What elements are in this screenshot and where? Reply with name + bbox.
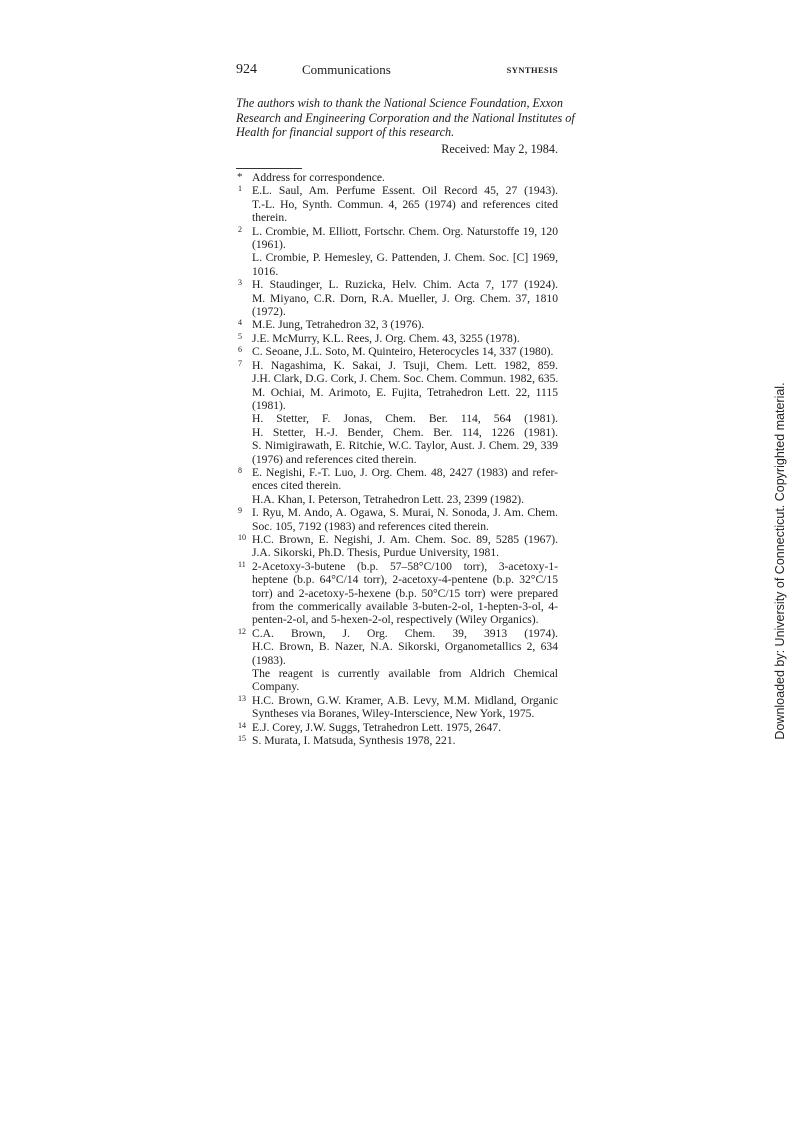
reference-item — [236, 318, 558, 331]
reference-line: (1976) and references cited therein. — [252, 452, 417, 466]
reference-number: 15 — [238, 734, 246, 744]
acknowledgment-line: The authors wish to thank the National Science Foundation, Exxon — [236, 96, 563, 110]
reference-number: 5 — [238, 331, 242, 341]
reference-number: 11 — [238, 559, 246, 569]
reference-line: H.C. Brown, G.W. Kramer, A.B. Levy, M.M. Midland, Organic — [252, 693, 558, 707]
reference-line: E.J. Corey, J.W. Suggs, Tetrahedron Lett. 1975, 2647. — [252, 720, 501, 734]
reference-line: H. Stetter, F. Jonas, Chem. Ber. 114, 564 (1981). — [252, 412, 558, 426]
journal-name: SYNTHESIS — [506, 65, 558, 75]
reference-line: L. Crombie, P. Hemesley, G. Pattenden, J. Chem. Soc. [C] 1969, — [252, 251, 558, 265]
reference-item — [236, 278, 558, 318]
reference-item — [236, 533, 558, 560]
reference-item — [236, 694, 558, 721]
reference-line: torr) and 2-acetoxy-5-hexene (b.p. 50°C/15 torr) were prepared — [252, 586, 558, 600]
download-notice: Downloaded by: University of Connecticut. Copyrighted material. — [773, 382, 787, 740]
reference-item — [236, 466, 558, 506]
reference-number: 6 — [238, 345, 242, 355]
reference-number: 3 — [238, 278, 242, 288]
page-number: 924 — [236, 62, 257, 77]
reference-line: I. Ryu, M. Ando, A. Ogawa, S. Murai, N. Sonoda, J. Am. Chem. — [252, 506, 558, 520]
reference-number: 14 — [238, 720, 246, 730]
reference-line: Company. — [252, 680, 300, 694]
reference-line: E.L. Saul, Am. Perfume Essent. Oil Record 45, 27 (1943). — [252, 184, 558, 198]
running-header — [236, 62, 558, 82]
acknowledgment — [236, 96, 575, 140]
reference-line: 2-Acetoxy-3-butene (b.p. 57–58°C/100 torr), 3-acetoxy-1- — [252, 559, 558, 573]
reference-number: 10 — [238, 532, 246, 542]
reference-line: C. Seoane, J.L. Soto, M. Quinteiro, Heterocycles 14, 337 (1980). — [252, 345, 554, 359]
reference-line: S. Nimigirawath, E. Ritchie, W.C. Taylor, Aust. J. Chem. 29, 339 — [252, 439, 558, 453]
reference-line: H.C. Brown, B. Nazer, N.A. Sikorski, Organometallics 2, 634 — [252, 640, 558, 654]
reference-line: 1016. — [252, 264, 279, 278]
reference-item — [236, 734, 558, 747]
reference-number: 1 — [238, 184, 242, 194]
reference-number: 12 — [238, 626, 246, 636]
reference-line: S. Murata, I. Matsuda, Synthesis 1978, 221. — [252, 734, 456, 748]
reference-item — [236, 560, 558, 627]
reference-number: 2 — [238, 224, 242, 234]
reference-number: 8 — [238, 465, 242, 475]
reference-number: 7 — [238, 358, 242, 368]
section-title: Communications — [302, 62, 391, 77]
reference-item — [236, 506, 558, 533]
reference-line: Address for correspondence. — [252, 171, 385, 184]
reference-line: ences cited therein. — [252, 479, 342, 493]
reference-line: M. Ochiai, M. Arimoto, E. Fujita, Tetrahedron Lett. 22, 1115 — [252, 385, 558, 399]
reference-item — [236, 627, 558, 694]
reference-item — [236, 332, 558, 345]
acknowledgment-line: Research and Engineering Corporation and the National Institutes of — [236, 110, 575, 125]
reference-number: 13 — [238, 693, 246, 703]
reference-item — [236, 225, 558, 279]
reference-line: M.E. Jung, Tetrahedron 32, 3 (1976). — [252, 318, 425, 332]
reference-line: heptene (b.p. 64°C/14 torr), 2-acetoxy-4-pentene (b.p. 32°C/15 — [252, 573, 558, 587]
reference-line: Syntheses via Boranes, Wiley-Interscience, New York, 1975. — [252, 707, 535, 721]
reference-line: T.-L. Ho, Synth. Commun. 4, 265 (1974) and references cited — [252, 197, 558, 211]
reference-line: C.A. Brown, J. Org. Chem. 39, 3913 (1974). — [252, 626, 558, 640]
reference-line: from the commerically available 3-buten-2-ol, 1-hepten-3-ol, 4- — [252, 600, 558, 613]
footnote-divider — [236, 168, 302, 169]
reference-line: H.C. Brown, E. Negishi, J. Am. Chem. Soc. 89, 5285 (1967). — [252, 532, 558, 546]
reference-line: (1961). — [252, 238, 286, 252]
references-list — [236, 171, 558, 747]
reference-line: H.A. Khan, I. Peterson, Tetrahedron Lett. 23, 2399 (1982). — [252, 492, 525, 506]
reference-line: J.H. Clark, D.G. Cork, J. Chem. Soc. Chem. Commun. 1982, 635. — [252, 372, 559, 386]
reference-item — [236, 359, 558, 466]
reference-item — [236, 345, 558, 358]
reference-line: J.E. McMurry, K.L. Rees, J. Org. Chem. 43, 3255 (1978). — [252, 331, 520, 345]
received-date: Received: May 2, 1984. — [441, 142, 558, 156]
reference-line: J.A. Sikorski, Ph.D. Thesis, Purdue University, 1981. — [252, 546, 500, 560]
reference-line: (1981). — [252, 398, 286, 412]
reference-line: (1983). — [252, 653, 286, 667]
reference-line: The reagent is currently available from Aldrich Chemical — [252, 667, 558, 681]
reference-line: H. Nagashima, K. Sakai, J. Tsuji, Chem. Lett. 1982, 859. — [252, 358, 558, 372]
acknowledgment-line: Health for financial support of this research. — [236, 125, 455, 140]
reference-line: L. Crombie, M. Elliott, Fortschr. Chem. Org. Naturstoffe 19, 120 — [252, 224, 558, 238]
reference-line: E. Negishi, F.-T. Luo, J. Org. Chem. 48, 2427 (1983) and refer- — [252, 465, 558, 479]
reference-line: penten-2-ol, and 5-hexen-2-ol, respectively (Wiley Organics). — [252, 613, 539, 627]
reference-item — [236, 721, 558, 734]
reference-line: Soc. 105, 7192 (1983) and references cited therein. — [252, 519, 489, 533]
reference-line: H. Stetter, H.-J. Bender, Chem. Ber. 114, 1226 (1981). — [252, 425, 558, 439]
reference-line: M. Miyano, C.R. Dorn, R.A. Mueller, J. Org. Chem. 37, 1810 — [252, 291, 558, 305]
reference-line: (1972). — [252, 305, 286, 319]
reference-number: 4 — [238, 318, 242, 328]
reference-line: H. Staudinger, L. Ruzicka, Helv. Chim. Acta 7, 177 (1924). — [252, 278, 558, 292]
reference-item — [236, 184, 558, 224]
reference-number: 9 — [238, 506, 242, 516]
reference-number: * — [237, 171, 243, 183]
reference-item — [236, 171, 558, 184]
reference-line: therein. — [252, 211, 288, 225]
